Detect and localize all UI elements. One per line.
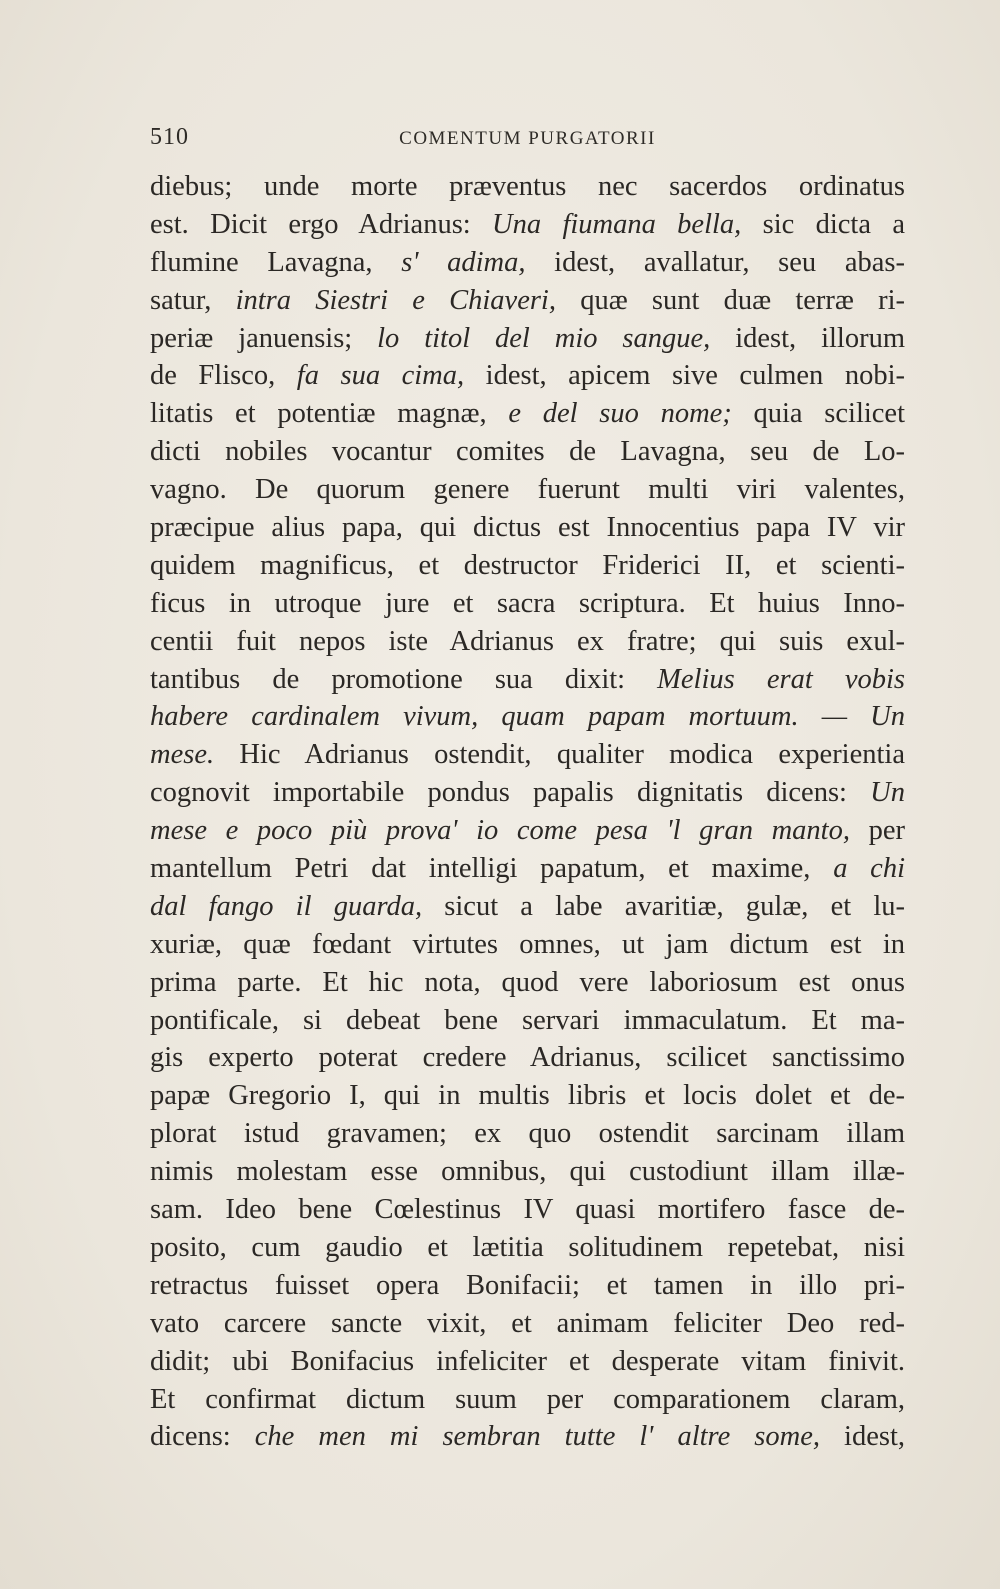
text-segment: idest, xyxy=(819,1421,905,1453)
text-segment: vato carcere sancte vixit, et animam feliciter Deo red- xyxy=(150,1307,905,1339)
text-line xyxy=(150,623,905,661)
text-line xyxy=(150,1153,905,1191)
text-segment: præcipue alius papa, qui dictus est Innocentius papa IV vir xyxy=(150,512,905,544)
text-segment: idest, apicem sive culmen nobi- xyxy=(464,360,905,392)
text-segment: ficus in utroque jure et sacra scriptura. Et huius Inno- xyxy=(150,587,905,619)
text-segment: sic dicta a xyxy=(741,208,905,240)
italic-quote: dal fango il guarda, xyxy=(150,890,423,922)
text-line xyxy=(150,206,905,244)
text-segment: quæ sunt duæ terræ ri- xyxy=(555,284,905,316)
italic-quote: s' adima, xyxy=(401,246,526,278)
text-segment: xuriæ, quæ fœdant virtutes omnes, ut jam dictum est in xyxy=(150,928,905,960)
body-text xyxy=(150,168,905,1456)
text-segment: Hic Adrianus ostendit, qualiter modica experientia xyxy=(214,739,905,771)
text-segment: quia scilicet xyxy=(731,398,906,430)
text-line xyxy=(150,244,905,282)
text-line xyxy=(150,774,905,812)
text-segment: didit; ubi Bonifacius infeliciter et desperate vitam finivit. xyxy=(150,1345,905,1377)
text-segment: de Flisco, xyxy=(150,360,297,392)
running-head: COMENTUM PURGATORII xyxy=(399,128,656,149)
text-segment: satur, xyxy=(150,284,236,316)
italic-quote: lo titol del mio sangue, xyxy=(377,322,711,354)
text-line xyxy=(150,661,905,699)
text-segment: est. Dicit ergo Adrianus: xyxy=(150,208,493,240)
text-line xyxy=(150,1002,905,1040)
text-segment: gis experto poterat credere Adrianus, scilicet sanctissimo xyxy=(150,1042,905,1074)
text-segment: pontificale, si debeat bene servari immaculatum. Et ma- xyxy=(150,1004,905,1036)
italic-quote: Un xyxy=(870,777,905,809)
italic-quote: che men mi sembran tutte l' altre some, xyxy=(254,1421,820,1453)
text-segment: posito, cum gaudio et lætitia solitudinem repetebat, nisi xyxy=(150,1231,905,1263)
text-line xyxy=(150,1077,905,1115)
text-line xyxy=(150,1343,905,1381)
text-line xyxy=(150,168,905,206)
text-line xyxy=(150,357,905,395)
text-segment: vagno. De quorum genere fuerunt multi viri valentes, xyxy=(150,474,905,506)
text-line xyxy=(150,698,905,736)
text-segment: cognovit importabile pondus papalis dignitatis dicens: xyxy=(150,777,871,809)
text-segment: plorat istud gravamen; ex quo ostendit sarcinam illam xyxy=(150,1118,905,1150)
page-number: 510 xyxy=(150,124,189,150)
text-segment: Et confirmat dictum suum per comparationem claram, xyxy=(150,1383,905,1415)
text-segment: nimis molestam esse omnibus, qui custodiunt illam illæ- xyxy=(150,1156,905,1188)
text-segment: papæ Gregorio I, qui in multis libris et locis dolet et de- xyxy=(150,1080,905,1112)
text-line xyxy=(150,433,905,471)
text-line xyxy=(150,964,905,1002)
italic-quote: fa sua cima, xyxy=(296,360,465,392)
text-line xyxy=(150,1305,905,1343)
text-line xyxy=(150,1418,905,1456)
text-segment: idest, avallatur, seu abas- xyxy=(525,246,905,278)
text-line xyxy=(150,1267,905,1305)
text-line xyxy=(150,1381,905,1419)
text-segment: quidem magnificus, et destructor Friderici II, et scienti- xyxy=(150,549,905,581)
text-segment: mantellum Petri dat intelligi papatum, et maxime, xyxy=(150,853,834,885)
italic-quote: e del suo nome; xyxy=(508,398,732,430)
text-line xyxy=(150,1115,905,1153)
italic-quote: a chi xyxy=(833,853,906,885)
text-line xyxy=(150,850,905,888)
text-segment: dicti nobiles vocantur comites de Lavagna, seu de Lo- xyxy=(150,436,905,468)
italic-quote: Melius erat vobis xyxy=(657,663,905,695)
text-segment: retractus fuisset opera Bonifacii; et tamen in illo pri- xyxy=(150,1269,905,1301)
text-line xyxy=(150,320,905,358)
text-segment: flumine Lavagna, xyxy=(150,246,402,278)
text-segment: periæ januensis; xyxy=(150,322,378,354)
text-line xyxy=(150,1229,905,1267)
text-segment: sicut a labe avaritiæ, gulæ, et lu- xyxy=(422,890,905,922)
text-segment: sam. Ideo bene Cœlestinus IV quasi mortifero fasce de- xyxy=(150,1194,905,1226)
text-line xyxy=(150,888,905,926)
italic-quote: Una fiumana bella, xyxy=(492,208,742,240)
italic-quote: habere cardinalem vivum, quam papam mortuum. — Un xyxy=(150,701,905,733)
italic-quote: mese. xyxy=(150,739,215,771)
text-line xyxy=(150,395,905,433)
page-header xyxy=(150,124,905,154)
text-segment: litatis et potentiæ magnæ, xyxy=(150,398,509,430)
text-line xyxy=(150,282,905,320)
text-line xyxy=(150,1191,905,1229)
text-segment: idest, illorum xyxy=(710,322,905,354)
text-line xyxy=(150,1039,905,1077)
italic-quote: mese e poco più prova' io come pesa 'l gran manto, xyxy=(150,815,850,847)
text-line xyxy=(150,547,905,585)
text-segment: prima parte. Et hic nota, quod vere laboriosum est onus xyxy=(150,966,905,998)
text-segment: tantibus de promotione sua dixit: xyxy=(150,663,658,695)
text-line xyxy=(150,471,905,509)
text-line xyxy=(150,585,905,623)
text-line xyxy=(150,736,905,774)
text-line xyxy=(150,926,905,964)
text-line xyxy=(150,812,905,850)
text-line xyxy=(150,509,905,547)
text-segment: dicens: xyxy=(150,1421,255,1453)
italic-quote: intra Siestri e Chiaveri, xyxy=(235,284,556,316)
text-segment: per xyxy=(849,815,905,847)
text-segment: diebus; unde morte præventus nec sacerdos ordinatus xyxy=(150,171,905,202)
text-segment: centii fuit nepos iste Adrianus ex fratre; qui suis exul- xyxy=(150,625,905,657)
